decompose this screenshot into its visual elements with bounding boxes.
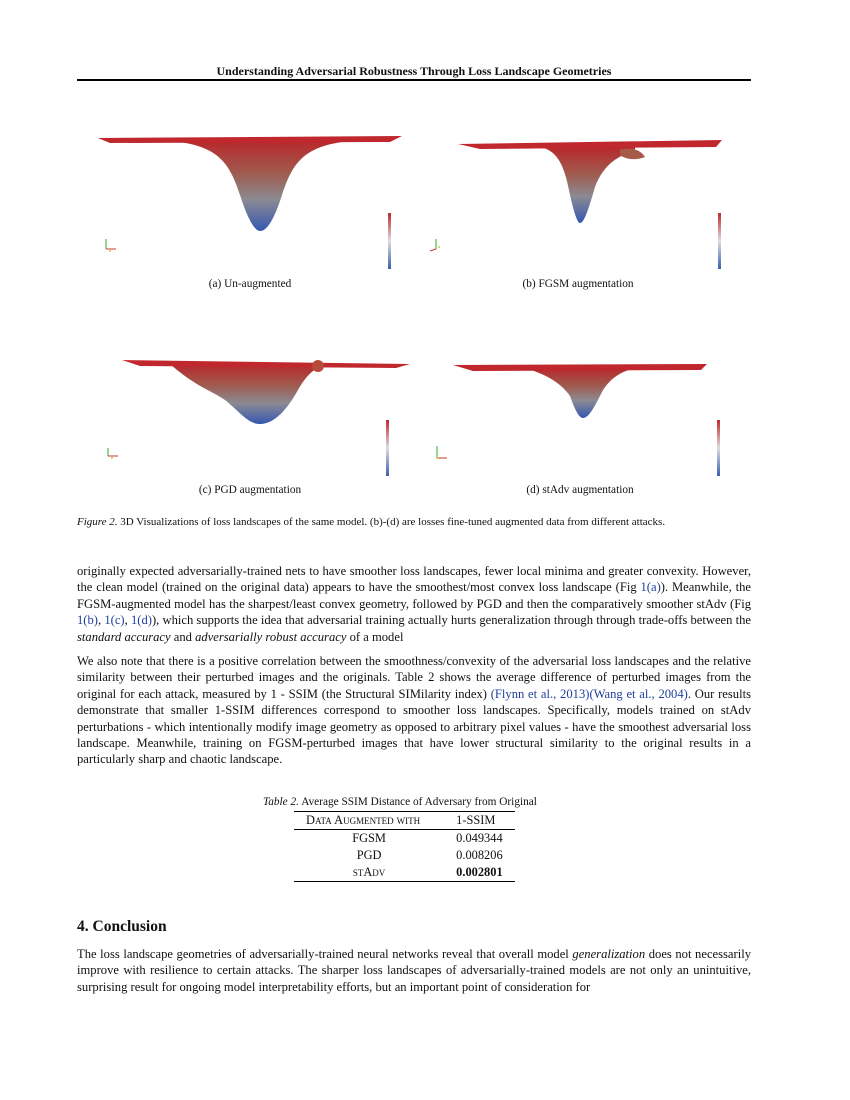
panel-d-bowl — [525, 368, 635, 418]
conclusion-text-1: The loss landscape geometries of adversarially-trained neural networks reveal that overall model — [77, 947, 573, 961]
table-cell-method: FGSM — [352, 831, 386, 845]
panel-d-plane — [453, 364, 707, 371]
panel-b-landscape — [420, 125, 780, 295]
table-cell-value: 0.008206 — [456, 848, 503, 862]
panel-a-plane — [98, 136, 402, 143]
panel-d-landscape — [425, 338, 785, 508]
table-row — [294, 847, 515, 864]
panel-b-bowl — [540, 147, 635, 223]
panel-a-caption: (a) Un-augmented — [208, 278, 292, 290]
table-caption-label: Table 2. — [263, 796, 299, 808]
running-header: Understanding Adversarial Robustness Through Loss Landscape Geometries — [216, 64, 612, 78]
para1-sep-1: , — [97, 613, 105, 628]
panel-a-axes-icon — [106, 239, 116, 252]
conclusion-paragraph — [77, 946, 751, 995]
para2-text-1: We also note that there is a positive correlation between the smoothness/convexity of the adversarial loss landscapes and the relative similarity between their perturbed images and the originals. Table 2 shows the average difference of perturbed images from the original for each attack, measured by 1 - SSIM (the Structural SIMilarity index) — [77, 654, 751, 701]
panel-d-colorbar — [717, 420, 720, 476]
conclusion-text-2: does not necessarily improve with resilience to certain attacks. The sharper loss landscapes of adversarially-trained models are not only an unintuitive, surprising result for ongoing model interpretability efforts, but an important point of consideration for — [77, 947, 752, 994]
para1-text-5: of a model — [346, 629, 404, 644]
para1-text-2: ). Meanwhile, the FGSM-augmented model has the sharpest/least convex geometry, followed by PGD and then the comparatively smoother stAdv (Fig — [77, 580, 751, 611]
panel-c-bump — [312, 360, 324, 372]
para1-text-4: and — [170, 629, 196, 644]
table-caption — [263, 796, 537, 808]
panel-c-plane — [122, 360, 410, 368]
table-header-method: Data Augmented with — [306, 813, 421, 827]
section-title: 4. Conclusion — [77, 918, 167, 935]
panel-c-caption: (c) PGD augmentation — [198, 484, 302, 496]
panel-b-axes-icon — [430, 239, 440, 251]
figure-caption-label: Figure 2. — [77, 516, 118, 528]
para2-text-2: . Our results demonstrate that smaller 1-SSIM differences correspond to smoother loss landscapes. Specifically, models trained on stAdv perturbations - which intentionally modify image geometry as opposed to arbitrary pixel values - have the smoothest adversarial loss landscape. Meanwhile, training on FGSM-perturbed images that have lower structural similarity to the original results in a particularly sharp and chaotic landscape. — [77, 686, 751, 767]
fig-ref-1c-link[interactable]: 1(c) — [104, 613, 125, 628]
para1-emphasis-1: standard accuracy — [77, 629, 171, 644]
table-caption-text: Average SSIM Distance of Adversary from Original — [299, 796, 537, 808]
panel-c-landscape — [100, 338, 460, 508]
panel-c-bowl — [170, 364, 325, 424]
fig-ref-1a-link[interactable]: 1(a) — [640, 580, 661, 595]
panel-b-bump — [620, 149, 645, 160]
table-row — [294, 864, 515, 882]
figure-caption — [77, 516, 777, 528]
para1-emphasis-2: adversarially robust accuracy — [195, 629, 347, 644]
panel-b-caption: (b) FGSM augmentation — [522, 278, 634, 290]
table-header-row — [294, 812, 515, 830]
fig-ref-1d-link[interactable]: 1(d) — [130, 613, 152, 628]
panel-c-axes-icon — [108, 448, 118, 459]
panel-d-caption: (d) stAdv augmentation — [526, 484, 634, 496]
figure-caption-text: 3D Visualizations of loss landscapes of the same model. (b)-(d) are losses fine-tuned augmented data from different attacks. — [117, 516, 666, 528]
panel-a-landscape — [90, 125, 450, 295]
para1-sep-2: , — [124, 613, 131, 628]
table-header-ssim: 1-SSIM — [456, 813, 496, 827]
results-table — [294, 811, 515, 882]
paragraph-2 — [77, 653, 751, 768]
conclusion-emphasis: generalization — [572, 947, 646, 961]
panel-c-colorbar — [386, 420, 389, 476]
table-cell-method: stAdv — [352, 865, 386, 879]
para1-text-1: originally expected adversarially-trained nets to have smoother loss landscapes, fewer local minima and greater convexity. However, the clean model (trained on the original data) appears to have the smoothest/most convex loss landscape (Fig — [77, 564, 751, 595]
paragraph-1 — [77, 563, 751, 645]
panel-d-axes-icon — [436, 446, 447, 459]
citation-link[interactable]: (Flynn et al., 2013)(Wang et al., 2004) — [490, 686, 688, 701]
panel-b-plane — [458, 140, 722, 149]
table-cell-value: 0.049344 — [456, 831, 503, 845]
table-row — [294, 830, 515, 848]
header-rule — [77, 79, 751, 81]
panel-a-bowl — [170, 141, 352, 231]
para1-text-3: ), which supports the idea that adversarial training actually hurts generalization through through trade-offs between the — [151, 613, 752, 628]
fig-ref-1b-link[interactable]: 1(b) — [77, 613, 98, 628]
panel-a-colorbar — [388, 213, 391, 269]
table-cell-method: PGD — [356, 848, 382, 862]
table-cell-value-best: 0.002801 — [456, 865, 503, 879]
panel-b-colorbar — [718, 213, 721, 269]
